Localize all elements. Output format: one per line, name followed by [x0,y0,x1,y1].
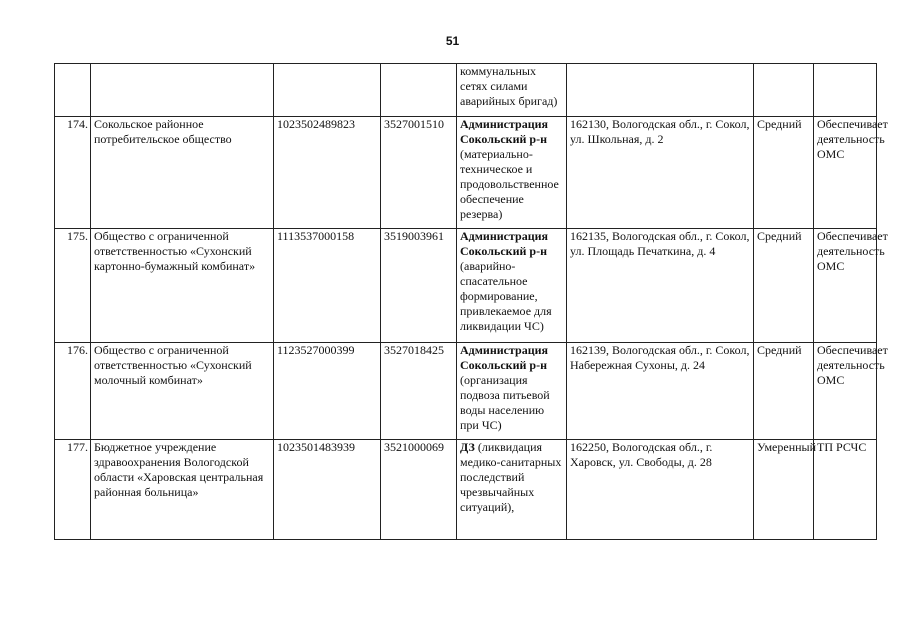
risk-level: Средний [754,117,814,229]
task-description: (аварийно-спасательное формирование, привлекаемое для ликвидации ЧС) [460,259,552,333]
row-number: 174. [55,117,91,229]
address: 162135, Вологодская обл., г. Сокол, ул. Площадь Печаткина, д. 4 [567,229,754,343]
ogrn-code: 1023502489823 [274,117,381,229]
risk-level [754,64,814,117]
inn-code: 3527001510 [381,117,457,229]
risk-level: Средний [754,229,814,343]
inn-code: 3527018425 [381,343,457,440]
ogrn-code: 1123527000399 [274,343,381,440]
authority-name: Администрация Сокольский р-н [460,117,549,146]
responsibility-cell [457,343,567,440]
task-description: (материально-техническое и продовольственное обеспечение резерва) [460,147,559,221]
responsibility-cell [457,117,567,229]
authority-name: Администрация Сокольский р-н [460,229,549,258]
task-description: коммунальных сетях силами аварийных бригад) [460,64,558,108]
row-number: 175. [55,229,91,343]
authority-name: Администрация Сокольский р-н [460,343,549,372]
page-number: 51 [445,34,460,48]
responsibility-cell [457,64,567,117]
task-description: (ликвидация медико-санитарных последствий чрезвычайных ситуаций), [460,440,562,514]
risk-level: Средний [754,343,814,440]
responsibility-cell [457,440,567,540]
role: ТП РСЧС [814,440,877,540]
address [567,64,754,117]
inn-code: 3521000069 [381,440,457,540]
role [814,64,877,117]
table-row-continuation [55,64,877,117]
organization-name: Сокольское районное потребительское общество [91,117,274,229]
organization-name [91,64,274,117]
row-number [55,64,91,117]
organization-name: Бюджетное учреждение здравоохранения Вологодской области «Харовская центральная районная больница» [91,440,274,540]
responsibility-cell [457,229,567,343]
organization-name: Общество с ограниченной ответственностью «Сухонский картонно-бумажный комбинат» [91,229,274,343]
address: 162139, Вологодская обл., г. Сокол, Набережная Сухоны, д. 24 [567,343,754,440]
ogrn-code [274,64,381,117]
inn-code: 3519003961 [381,229,457,343]
inn-code [381,64,457,117]
table-row [55,229,877,343]
row-number: 176. [55,343,91,440]
organization-name: Общество с ограниченной ответственностью «Сухонский молочный комбинат» [91,343,274,440]
address: 162130, Вологодская обл., г. Сокол, ул. Школьная, д. 2 [567,117,754,229]
ogrn-code: 1023501483939 [274,440,381,540]
table-row [55,117,877,229]
role: Обеспечивает деятельность ОМС [814,343,877,440]
table-row [55,440,877,540]
row-number: 177. [55,440,91,540]
role: Обеспечивает деятельность ОМС [814,117,877,229]
organizations-table [54,63,888,540]
ogrn-code: 1113537000158 [274,229,381,343]
risk-level: Умеренный [754,440,814,540]
authority-name: ДЗ [460,440,475,454]
task-description: (организация подвоза питьевой воды населению при ЧС) [460,373,550,432]
address: 162250, Вологодская обл., г. Харовск, ул. Свободы, д. 28 [567,440,754,540]
table-row [55,343,877,440]
role: Обеспечивает деятельность ОМС [814,229,877,343]
